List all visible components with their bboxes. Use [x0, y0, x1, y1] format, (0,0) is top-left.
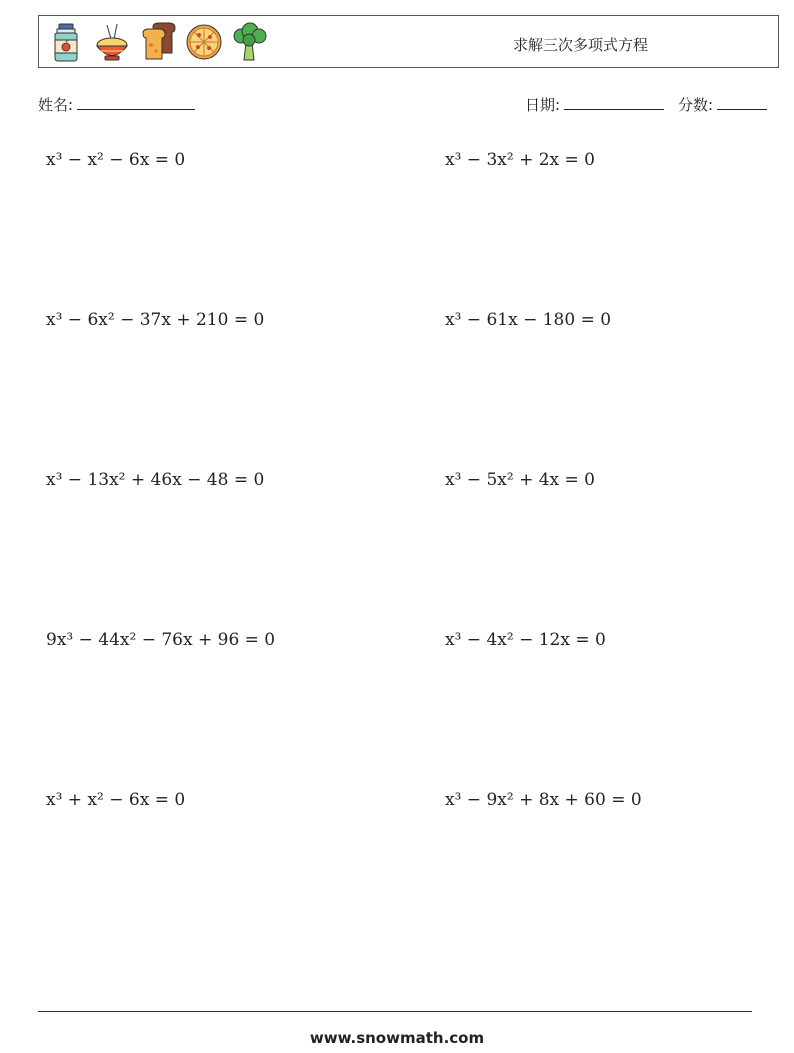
problem-7: 9x³ − 44x² − 76x + 96 = 0 [46, 630, 276, 650]
broccoli-icon [231, 21, 269, 63]
problem-3: x³ − 6x² − 37x + 210 = 0 [46, 310, 265, 330]
problem-8: x³ − 4x² − 12x = 0 [445, 630, 606, 650]
date-blank[interactable] [564, 96, 664, 110]
worksheet-header [38, 15, 779, 68]
score-blank[interactable] [717, 96, 767, 110]
problem-2: x³ − 3x² + 2x = 0 [445, 150, 595, 170]
name-field [38, 94, 195, 115]
toast-icon [139, 21, 177, 63]
worksheet-title: 求解三次多项式方程 [513, 36, 649, 54]
jar-icon [47, 21, 85, 63]
rice-bowl-icon [93, 21, 131, 63]
problem-10: x³ − 9x² + 8x + 60 = 0 [445, 790, 642, 810]
score-label: 分数: [678, 96, 714, 114]
footer-divider [38, 1011, 752, 1012]
footer-site: www.snowmath.com [309, 1029, 485, 1047]
name-label: 姓名: [38, 96, 74, 114]
problem-1: x³ − x² − 6x = 0 [46, 150, 186, 170]
problem-4: x³ − 61x − 180 = 0 [445, 310, 612, 330]
score-field [678, 94, 767, 115]
problem-5: x³ − 13x² + 46x − 48 = 0 [46, 470, 265, 490]
pizza-icon [185, 21, 223, 63]
name-blank[interactable] [77, 96, 195, 110]
header-icons [47, 21, 269, 63]
date-field [525, 94, 664, 115]
date-label: 日期: [525, 96, 561, 114]
problem-6: x³ − 5x² + 4x = 0 [445, 470, 595, 490]
problem-9: x³ + x² − 6x = 0 [46, 790, 186, 810]
